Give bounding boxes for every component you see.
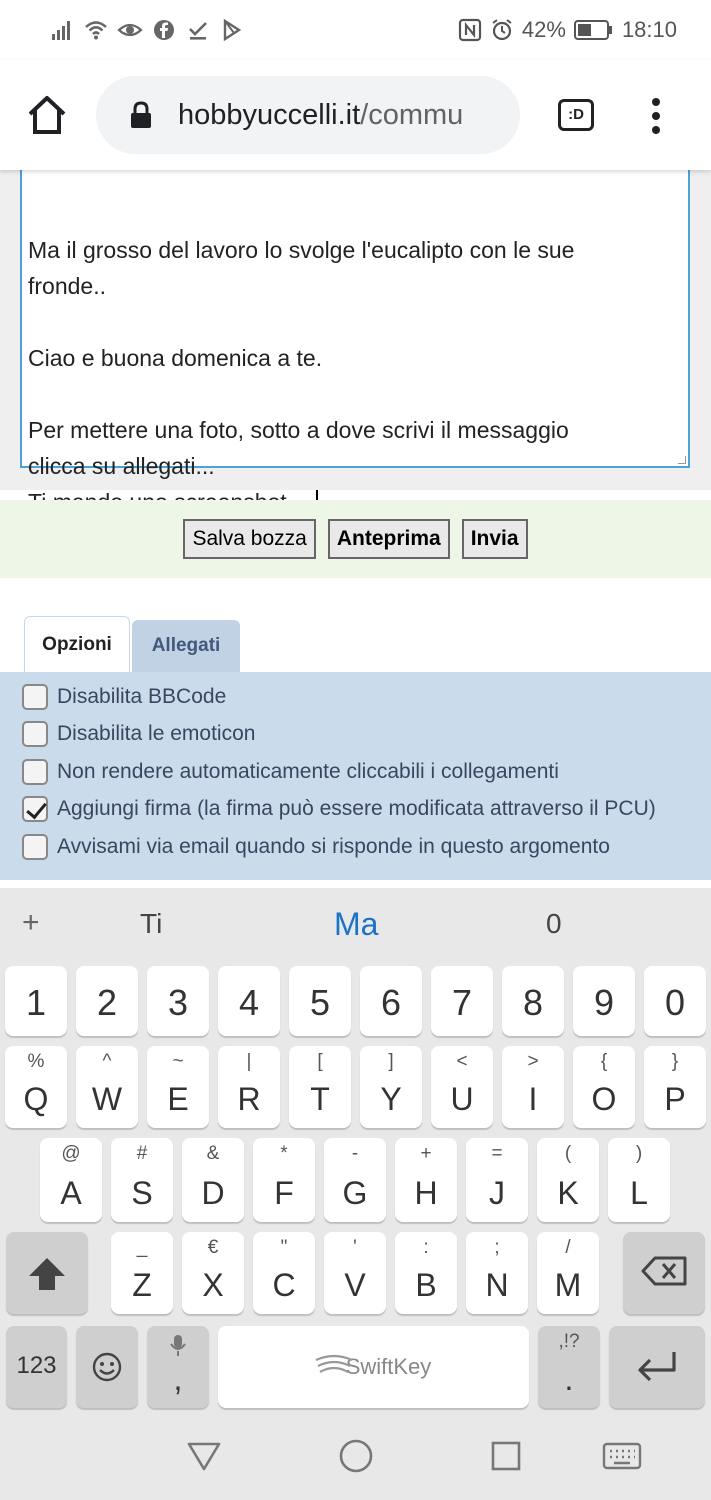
key-z[interactable] <box>111 1232 173 1314</box>
suggestion-right[interactable]: 0 <box>546 908 562 939</box>
key-label: 6 <box>380 982 402 1023</box>
key-label: R <box>237 1081 261 1117</box>
key-q[interactable] <box>5 1046 67 1128</box>
post-actions <box>0 500 711 578</box>
key-secondary-label: | <box>246 1051 252 1072</box>
suggestion-left[interactable]: Ti <box>140 908 163 939</box>
send-button[interactable]: Invia <box>462 519 528 559</box>
key-u[interactable] <box>431 1046 493 1128</box>
key-label: T <box>310 1081 330 1117</box>
text-line: fronde.. <box>28 273 106 299</box>
options-panel <box>0 672 711 880</box>
key-secondary-label: < <box>456 1051 468 1072</box>
key-secondary-label: ~ <box>172 1051 184 1072</box>
key-label: M <box>554 1267 582 1303</box>
key-0[interactable] <box>644 966 706 1036</box>
download-done-icon <box>186 18 210 42</box>
key-label: C <box>272 1267 296 1303</box>
option-email-notify[interactable] <box>0 828 711 866</box>
enter-icon <box>634 1350 680 1384</box>
text-line <box>28 376 682 412</box>
space-key[interactable] <box>218 1326 529 1408</box>
suggestion-center[interactable]: Ma <box>334 906 379 942</box>
key-secondary-label: # <box>136 1143 148 1164</box>
key-secondary-label: ; <box>494 1237 500 1258</box>
battery-percent: 42% <box>521 17 566 42</box>
key-secondary-label: * <box>280 1143 288 1164</box>
key-secondary-label: / <box>565 1237 571 1258</box>
period-key-label: . <box>564 1361 574 1397</box>
period-key[interactable] <box>538 1326 600 1408</box>
browser-toolbar <box>0 60 711 170</box>
checkbox[interactable] <box>22 721 48 747</box>
text-line: Ma il grosso del lavoro lo svolge l'eucalipto con le sue <box>28 237 575 263</box>
page-content <box>0 170 711 880</box>
url-text <box>178 99 463 132</box>
key-label: G <box>342 1175 368 1211</box>
preview-button[interactable]: Anteprima <box>328 519 450 559</box>
keyboard-switch-icon[interactable] <box>602 1442 642 1472</box>
key-o[interactable] <box>573 1046 635 1128</box>
option-label: Disabilita BBCode <box>57 684 227 708</box>
option-disable-links[interactable] <box>0 753 711 791</box>
facebook-icon <box>152 18 176 42</box>
play-store-icon <box>220 18 244 42</box>
key-label: H <box>414 1175 438 1211</box>
key-8[interactable] <box>502 966 564 1036</box>
key-secondary-label: _ <box>136 1237 148 1258</box>
tab-attachments[interactable]: Allegati <box>132 620 240 672</box>
key-secondary-label: " <box>280 1237 288 1258</box>
tab-options[interactable]: Opzioni <box>24 616 130 672</box>
eye-icon <box>118 18 142 42</box>
key-label: B <box>415 1267 437 1303</box>
option-label: Non rendere automaticamente cliccabili i collegamenti <box>57 759 559 783</box>
home-nav-icon[interactable] <box>338 1438 374 1474</box>
navigation-bar <box>0 1412 711 1500</box>
key-label: 2 <box>96 982 118 1023</box>
emoji-key[interactable] <box>76 1326 138 1408</box>
url-host: hobbyuccelli.it <box>178 98 361 131</box>
key-secondary-label: [ <box>317 1051 323 1072</box>
url-path: /commu <box>360 98 464 131</box>
backspace-key[interactable] <box>623 1232 705 1314</box>
recents-nav-icon[interactable] <box>490 1440 522 1472</box>
key-e[interactable] <box>147 1046 209 1128</box>
key-label: X <box>202 1267 224 1303</box>
option-label: Aggiungi firma (la firma può essere modificata attraverso il PCU) <box>57 797 656 821</box>
alarm-icon <box>490 18 514 42</box>
text-line: Per mettere una foto, sotto a dove scrivi il messaggio <box>28 417 569 443</box>
signal-icon <box>50 18 74 42</box>
checkbox[interactable] <box>22 684 48 710</box>
key-label: L <box>630 1175 648 1211</box>
key-label: V <box>344 1267 366 1303</box>
key-label: A <box>60 1175 82 1211</box>
key-h[interactable] <box>395 1138 457 1222</box>
options-tabs <box>0 616 711 674</box>
key-1[interactable] <box>5 966 67 1036</box>
swiftkey-logo-icon <box>314 1354 354 1376</box>
option-label: Avvisami via email quando si risponde in questo argomento <box>57 834 610 858</box>
backspace-icon <box>641 1256 687 1286</box>
option-disable-emoticons[interactable] <box>0 716 711 754</box>
nfc-icon <box>458 18 482 42</box>
key-label: W <box>91 1081 123 1117</box>
key-r[interactable] <box>218 1046 280 1128</box>
key-label: P <box>664 1081 686 1117</box>
keyboard <box>0 888 711 1500</box>
key-7[interactable] <box>431 966 493 1036</box>
battery-icon <box>574 19 614 41</box>
key-m[interactable] <box>537 1232 599 1314</box>
back-nav-icon[interactable] <box>186 1440 222 1472</box>
key-secondary-label: ^ <box>102 1051 112 1072</box>
key-secondary-label: + <box>420 1143 432 1164</box>
key-y[interactable] <box>360 1046 422 1128</box>
key-label: Z <box>132 1267 152 1303</box>
numbers-key-label: 123 <box>16 1352 57 1379</box>
key-v[interactable] <box>324 1232 386 1314</box>
key-label: 9 <box>593 982 615 1023</box>
space-key-label: SwiftKey <box>345 1354 432 1379</box>
key-secondary-label: @ <box>61 1143 81 1164</box>
key-secondary-label: € <box>207 1237 219 1258</box>
text-line: clicca su allegati... <box>28 453 215 479</box>
key-i[interactable] <box>502 1046 564 1128</box>
address-bar[interactable] <box>96 76 520 154</box>
key-x[interactable] <box>182 1232 244 1314</box>
key-secondary-label: ' <box>353 1237 357 1258</box>
overflow-menu-icon[interactable] <box>644 96 668 136</box>
tab-switcher-button[interactable]: :D <box>558 99 594 131</box>
key-label: 5 <box>309 982 331 1023</box>
key-secondary-label: ] <box>388 1051 394 1072</box>
enter-key[interactable] <box>609 1326 705 1408</box>
key-secondary-label: ( <box>564 1143 572 1164</box>
key-label: D <box>201 1175 225 1211</box>
text-line <box>28 304 682 340</box>
key-n[interactable] <box>466 1232 528 1314</box>
option-add-signature[interactable] <box>0 791 711 829</box>
checkbox[interactable] <box>22 759 48 785</box>
comma-key-label: , <box>173 1361 183 1397</box>
editor-area <box>0 170 711 490</box>
microphone-icon <box>170 1334 186 1358</box>
key-secondary-label: = <box>491 1143 503 1164</box>
key-label: I <box>528 1081 538 1117</box>
key-label: 0 <box>664 982 686 1023</box>
save-draft-button[interactable]: Salva bozza <box>183 519 315 559</box>
key-secondary-label: % <box>27 1051 45 1072</box>
key-label: 4 <box>238 982 260 1023</box>
key-secondary-label: & <box>206 1143 220 1164</box>
key-label: S <box>131 1175 153 1211</box>
clock: 18:10 <box>621 17 677 42</box>
option-label: Disabilita le emoticon <box>57 722 256 746</box>
key-k[interactable] <box>537 1138 599 1222</box>
suggestion-bar <box>0 888 711 962</box>
key-c[interactable] <box>253 1232 315 1314</box>
key-secondary-label: - <box>351 1143 359 1164</box>
key-d[interactable] <box>182 1138 244 1222</box>
shift-key[interactable] <box>6 1232 88 1314</box>
key-9[interactable] <box>573 966 635 1036</box>
toolbar-expand-button[interactable]: + <box>22 906 40 939</box>
key-label: E <box>167 1081 189 1117</box>
numbers-key[interactable] <box>6 1326 67 1408</box>
checkbox[interactable] <box>22 834 48 860</box>
status-bar <box>0 0 711 60</box>
key-label: Y <box>380 1081 402 1117</box>
key-p[interactable] <box>644 1046 706 1128</box>
resize-handle[interactable] <box>678 456 686 464</box>
key-s[interactable] <box>111 1138 173 1222</box>
key-label: U <box>450 1081 474 1117</box>
option-disable-bbcode[interactable] <box>0 678 711 716</box>
key-label: O <box>591 1081 617 1117</box>
emoji-icon <box>92 1352 122 1382</box>
key-label: 8 <box>522 982 544 1023</box>
message-textarea[interactable] <box>20 150 690 479</box>
key-g[interactable] <box>324 1138 386 1222</box>
key-a[interactable] <box>40 1138 102 1222</box>
wifi-icon <box>84 18 108 42</box>
key-5[interactable] <box>289 966 351 1036</box>
key-label: 1 <box>25 982 47 1023</box>
lock-icon <box>130 101 152 129</box>
key-w[interactable] <box>76 1046 138 1128</box>
comma-key[interactable] <box>147 1326 209 1408</box>
shift-icon <box>27 1256 67 1292</box>
home-icon[interactable] <box>26 94 68 136</box>
key-secondary-label: } <box>671 1051 679 1072</box>
key-label: K <box>557 1175 579 1211</box>
key-label: F <box>274 1175 294 1211</box>
key-label: J <box>489 1175 505 1211</box>
key-secondary-label: ) <box>635 1143 643 1164</box>
key-label: 3 <box>167 982 189 1023</box>
key-3[interactable] <box>147 966 209 1036</box>
key-b[interactable] <box>395 1232 457 1314</box>
key-label: 7 <box>451 982 473 1023</box>
checkbox-checked[interactable] <box>22 796 48 822</box>
period-key-sub: ,!? <box>558 1331 580 1352</box>
key-l[interactable] <box>608 1138 670 1222</box>
key-f[interactable] <box>253 1138 315 1222</box>
key-label: N <box>485 1267 509 1303</box>
key-6[interactable] <box>360 966 422 1036</box>
key-2[interactable] <box>76 966 138 1036</box>
text-line: Ciao e buona domenica a te. <box>28 345 323 371</box>
key-secondary-label: : <box>423 1237 429 1258</box>
key-t[interactable] <box>289 1046 351 1128</box>
key-label: Q <box>23 1081 49 1117</box>
key-4[interactable] <box>218 966 280 1036</box>
key-secondary-label: { <box>600 1051 608 1072</box>
key-j[interactable] <box>466 1138 528 1222</box>
key-secondary-label: > <box>527 1051 539 1072</box>
